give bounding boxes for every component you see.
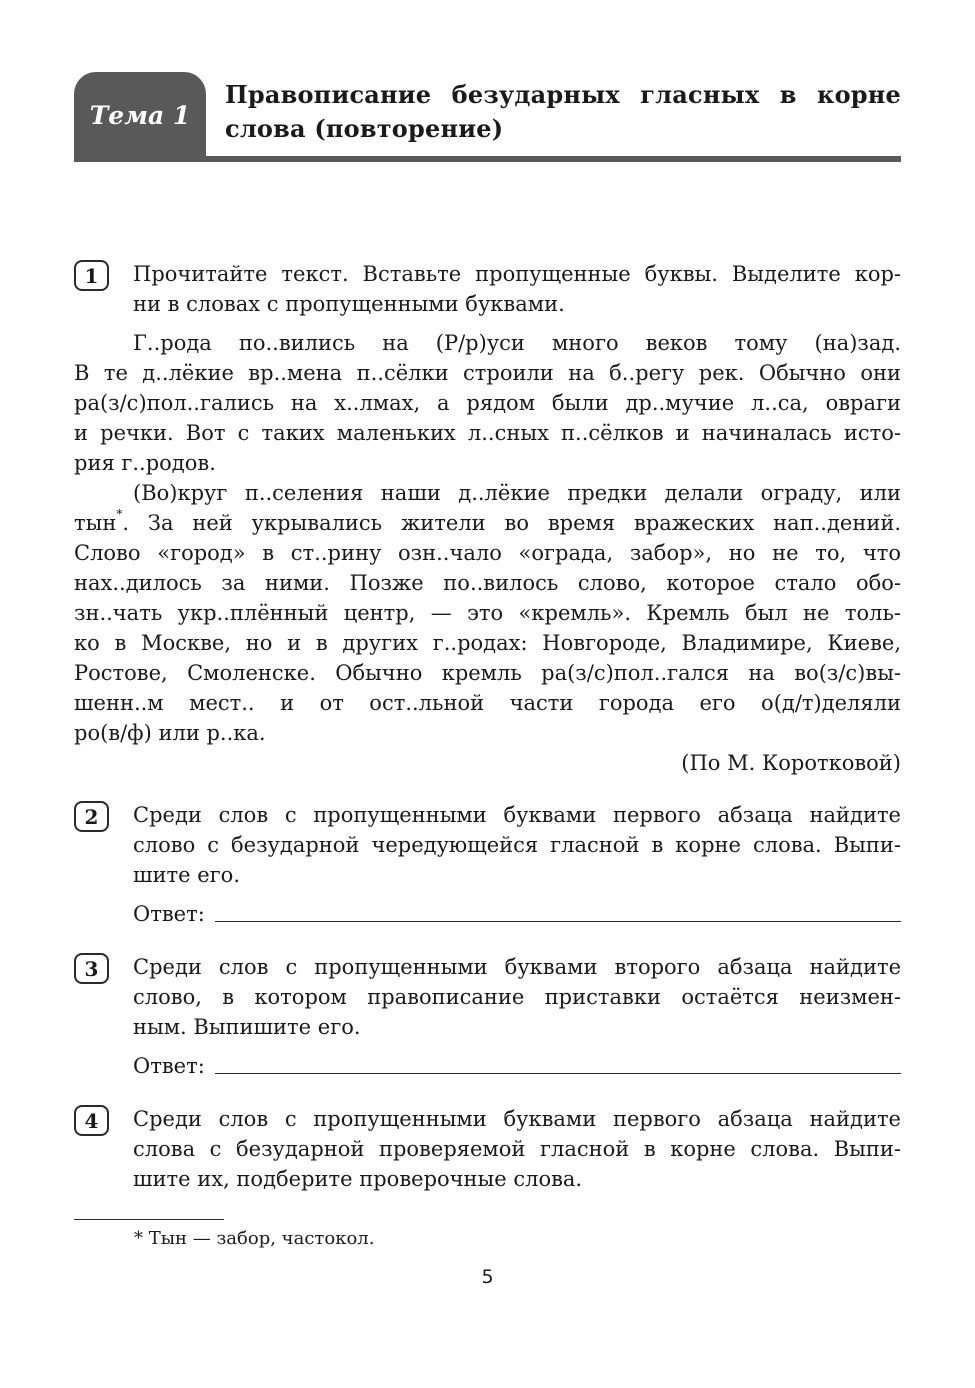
task-4-text — [133, 1104, 901, 1194]
passage-line: Слово «город» в ст..рину озн..чало «ограда, забор», но не то, что — [74, 541, 901, 565]
task-number-2: 2 — [74, 801, 109, 832]
footnote-rule — [74, 1219, 224, 1220]
task-4-line: Среди слов с пропущенными буквами первого абзаца найдите — [133, 1107, 901, 1131]
task-3-text — [133, 952, 901, 1042]
task-1-text — [133, 259, 901, 319]
topic-tab — [74, 72, 206, 158]
task-2-answer — [133, 899, 901, 929]
passage-line: нах..дилось за ними. Позже по..вилось слово, которое стало обо- — [74, 571, 901, 595]
passage-line: (Во)круг п..селения наши д..лёкие предки делали ограду, или — [133, 481, 901, 505]
task-3-line: слово, в котором правописание приставки остаётся неизмен- — [133, 985, 901, 1009]
task-2-line: шите его. — [133, 863, 240, 887]
task-number-1: 1 — [74, 260, 109, 291]
passage-line: Ростове, Смоленске. Обычно кремль ра(з/с)пол..гался на во(з/с)вы- — [74, 661, 901, 685]
header-rule — [74, 156, 901, 162]
task-1-line: Прочитайте текст. Вставьте пропущенные буквы. Выделите кор- — [133, 262, 901, 286]
topic-header — [74, 72, 901, 164]
task-1-line: ни в словах с пропущенными буквами. — [133, 292, 565, 316]
passage-line: ра(з/с)пол..гались на х..лмах, а рядом были др..мучие л..са, овраги — [74, 391, 901, 415]
passage-source: (По М. Коротковой) — [681, 751, 901, 775]
task-3-line: Среди слов с пропущенными буквами второго абзаца найдите — [133, 955, 901, 979]
passage-line: Г..рода по..вились на (Р/р)уси много веков тому (на)зад. — [133, 331, 901, 355]
footnote: * Тын — забор, частокол. — [134, 1228, 375, 1249]
topic-label: Тема 1 — [89, 100, 191, 130]
passage-line: шенн..м мест.. и от ост..льной части города его о(д/т)деляли — [74, 691, 901, 715]
passage-line: В те д..лёкие вр..мена п..сёлки строили на б..регу рек. Обычно они — [74, 361, 901, 385]
passage-line-with-footnote — [74, 508, 901, 538]
reading-passage — [74, 328, 901, 778]
passage-line: ро(в/ф) или р..ка. — [74, 721, 266, 745]
answer-line[interactable] — [215, 921, 901, 922]
passage-line-rest: . За ней укрывались жители во время вражеских нап..дений. — [122, 511, 901, 535]
footnote-word: тын — [74, 511, 117, 535]
passage-line: и речки. Вот с таких маленьких л..сных п..сёлков и начиналась исто- — [74, 421, 901, 445]
answer-label: Ответ: — [133, 902, 205, 926]
task-3-line: ным. Выпишите его. — [133, 1015, 361, 1039]
footnote-marker: * — [116, 507, 123, 521]
page-number: 5 — [481, 1266, 494, 1288]
answer-line[interactable] — [215, 1073, 901, 1074]
passage-line: зн..чать укр..плённый центр, — это «кремль». Кремль был не толь- — [74, 601, 901, 625]
passage-line: ко в Москве, но и в других г..родах: Новгороде, Владимире, Киеве, — [74, 631, 901, 655]
task-number-3: 3 — [74, 953, 109, 984]
passage-line: рия г..родов. — [74, 451, 216, 475]
answer-label: Ответ: — [133, 1054, 205, 1078]
topic-title: Правописание безударных гласных в корне слова (повторение) — [225, 80, 901, 143]
task-2-line: слово с безударной чередующейся гласной в корне слова. Выпи- — [133, 833, 901, 857]
task-4-line: слова с безударной проверяемой гласной в корне слова. Выпи- — [133, 1137, 901, 1161]
task-4-line: шите их, подберите проверочные слова. — [133, 1167, 583, 1191]
task-number-4: 4 — [74, 1105, 109, 1136]
task-2-text — [133, 800, 901, 890]
task-3-answer — [133, 1051, 901, 1081]
task-2-line: Среди слов с пропущенными буквами первого абзаца найдите — [133, 803, 901, 827]
